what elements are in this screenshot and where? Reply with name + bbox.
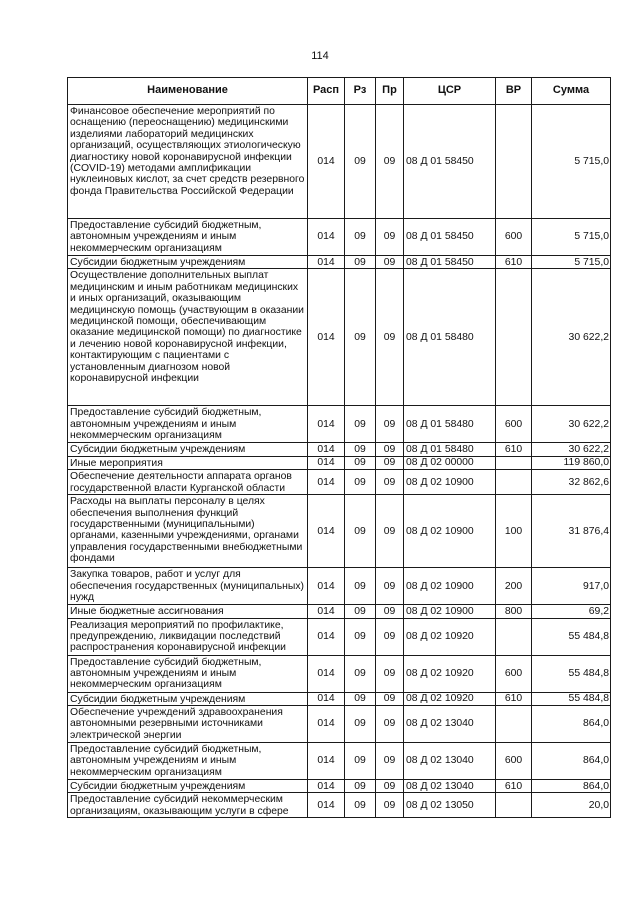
cell-vr xyxy=(496,793,532,818)
cell-csr: 08 Д 02 10900 xyxy=(404,568,496,605)
cell-pr: 09 xyxy=(376,743,404,780)
cell-sum: 30 622,2 xyxy=(532,443,611,456)
cell-pr: 09 xyxy=(376,219,404,256)
table-row xyxy=(68,793,611,818)
cell-rz: 09 xyxy=(345,743,376,780)
col-header-name: Наименование xyxy=(68,78,308,105)
cell-name: Закупка товаров, работ и услуг для обеспечения государственных (муниципальных) нужд xyxy=(68,568,308,605)
cell-rasp: 014 xyxy=(308,256,345,269)
cell-pr: 09 xyxy=(376,618,404,655)
cell-name: Обеспечение деятельности аппарата органов государственной власти Курганской области xyxy=(68,470,308,495)
cell-name: Обеспечение учреждений здравоохранения автономными резервными источниками электрической энергии xyxy=(68,706,308,743)
cell-rasp: 014 xyxy=(308,655,345,692)
cell-name: Предоставление субсидий некоммерческим организациям, оказывающим услуги в сфере xyxy=(68,793,308,818)
cell-vr: 610 xyxy=(496,780,532,793)
cell-sum: 5 715,0 xyxy=(532,219,611,256)
cell-name: Предоставление субсидий бюджетным, автономным учреждениям и иным некоммерческим организациям xyxy=(68,655,308,692)
col-header-csr: ЦСР xyxy=(404,78,496,105)
table-body xyxy=(68,105,611,818)
cell-rz: 09 xyxy=(345,780,376,793)
cell-pr: 09 xyxy=(376,655,404,692)
cell-vr xyxy=(496,618,532,655)
cell-sum: 864,0 xyxy=(532,780,611,793)
table-row xyxy=(68,618,611,655)
cell-pr: 09 xyxy=(376,406,404,443)
table-row xyxy=(68,706,611,743)
cell-vr: 600 xyxy=(496,743,532,780)
cell-csr: 08 Д 02 13040 xyxy=(404,780,496,793)
table-row xyxy=(68,443,611,456)
cell-rz: 09 xyxy=(345,618,376,655)
cell-csr: 08 Д 02 10900 xyxy=(404,605,496,618)
cell-sum: 5 715,0 xyxy=(532,105,611,219)
cell-csr: 08 Д 02 10920 xyxy=(404,692,496,705)
cell-rasp: 014 xyxy=(308,219,345,256)
cell-rasp: 014 xyxy=(308,568,345,605)
cell-vr xyxy=(496,269,532,406)
cell-csr: 08 Д 02 10900 xyxy=(404,495,496,568)
cell-csr: 08 Д 02 10900 xyxy=(404,470,496,495)
table-row xyxy=(68,692,611,705)
table-row xyxy=(68,105,611,219)
cell-name: Субсидии бюджетным учреждениям xyxy=(68,256,308,269)
cell-rz: 09 xyxy=(345,443,376,456)
table-row xyxy=(68,406,611,443)
cell-rz: 09 xyxy=(345,706,376,743)
cell-sum: 119 860,0 xyxy=(532,456,611,469)
table-row xyxy=(68,655,611,692)
col-header-rz: Рз xyxy=(345,78,376,105)
cell-vr: 100 xyxy=(496,495,532,568)
cell-vr: 610 xyxy=(496,692,532,705)
page-number: 114 xyxy=(311,50,329,62)
cell-vr: 800 xyxy=(496,605,532,618)
cell-pr: 09 xyxy=(376,470,404,495)
cell-name: Иные мероприятия xyxy=(68,456,308,469)
cell-rasp: 014 xyxy=(308,780,345,793)
cell-vr: 610 xyxy=(496,256,532,269)
cell-rasp: 014 xyxy=(308,743,345,780)
cell-pr: 09 xyxy=(376,706,404,743)
table-row xyxy=(68,470,611,495)
table-row xyxy=(68,256,611,269)
cell-rasp: 014 xyxy=(308,706,345,743)
cell-sum: 30 622,2 xyxy=(532,269,611,406)
cell-pr: 09 xyxy=(376,780,404,793)
cell-csr: 08 Д 01 58480 xyxy=(404,406,496,443)
cell-rz: 09 xyxy=(345,605,376,618)
cell-rasp: 014 xyxy=(308,105,345,219)
cell-name: Реализация мероприятий по профилактике, предупреждению, ликвидации последствий распространения коронавирусной инфекции xyxy=(68,618,308,655)
cell-csr: 08 Д 02 13040 xyxy=(404,743,496,780)
cell-name: Предоставление субсидий бюджетным, автономным учреждениям и иным некоммерческим организациям xyxy=(68,743,308,780)
cell-sum: 32 862,6 xyxy=(532,470,611,495)
cell-rz: 09 xyxy=(345,406,376,443)
cell-rz: 09 xyxy=(345,219,376,256)
cell-rasp: 014 xyxy=(308,269,345,406)
cell-name: Субсидии бюджетным учреждениям xyxy=(68,692,308,705)
cell-name: Осуществление дополнительных выплат медицинским и иным работникам медицинских и иных организаций, оказывающим медицинскую помощь (участвующим в оказании медицинской помощи, обеспечивающим оказание медицинской помощи) по диагностике и лечению новой коронавирусной инфекции, контактирующим с пациентами с установленным диагнозом новой коронавирусной инфекции xyxy=(68,269,308,406)
table-row xyxy=(68,269,611,406)
table-row xyxy=(68,605,611,618)
cell-csr: 08 Д 01 58480 xyxy=(404,443,496,456)
cell-name: Субсидии бюджетным учреждениям xyxy=(68,443,308,456)
cell-sum: 69,2 xyxy=(532,605,611,618)
cell-pr: 09 xyxy=(376,495,404,568)
cell-vr xyxy=(496,105,532,219)
cell-vr: 610 xyxy=(496,443,532,456)
cell-rz: 09 xyxy=(345,269,376,406)
cell-rasp: 014 xyxy=(308,495,345,568)
cell-csr: 08 Д 01 58450 xyxy=(404,219,496,256)
cell-vr: 200 xyxy=(496,568,532,605)
table-row xyxy=(68,743,611,780)
cell-sum: 864,0 xyxy=(532,706,611,743)
table-row xyxy=(68,495,611,568)
cell-pr: 09 xyxy=(376,269,404,406)
cell-name: Финансовое обеспечение мероприятий по оснащению (переоснащению) медицинскими изделиями лабораторий медицинских организаций, осуществляющих этиологическую диагностику новой коронавирусной инфекции (COVID-19) методами амплификации нуклеиновых кислот, за счет средств резервного фонда Правительства Российской Федерации xyxy=(68,105,308,219)
budget-table xyxy=(67,77,611,818)
cell-sum: 31 876,4 xyxy=(532,495,611,568)
cell-csr: 08 Д 02 10920 xyxy=(404,655,496,692)
cell-pr: 09 xyxy=(376,568,404,605)
table-row xyxy=(68,780,611,793)
cell-sum: 917,0 xyxy=(532,568,611,605)
cell-name: Субсидии бюджетным учреждениям xyxy=(68,780,308,793)
cell-vr: 600 xyxy=(496,219,532,256)
cell-rasp: 014 xyxy=(308,618,345,655)
col-header-vr: ВР xyxy=(496,78,532,105)
cell-rasp: 014 xyxy=(308,443,345,456)
cell-rasp: 014 xyxy=(308,456,345,469)
cell-rz: 09 xyxy=(345,568,376,605)
col-header-pr: Пр xyxy=(376,78,404,105)
cell-csr: 08 Д 02 00000 xyxy=(404,456,496,469)
cell-csr: 08 Д 02 13050 xyxy=(404,793,496,818)
cell-vr: 600 xyxy=(496,655,532,692)
col-header-sum: Сумма xyxy=(532,78,611,105)
cell-vr xyxy=(496,706,532,743)
cell-rz: 09 xyxy=(345,456,376,469)
cell-sum: 55 484,8 xyxy=(532,692,611,705)
cell-rz: 09 xyxy=(345,692,376,705)
cell-rz: 09 xyxy=(345,470,376,495)
col-header-rasp: Расп xyxy=(308,78,345,105)
cell-rasp: 014 xyxy=(308,692,345,705)
cell-pr: 09 xyxy=(376,443,404,456)
cell-name: Расходы на выплаты персоналу в целях обеспечения выполнения функций государственными (муниципальными) органами, казенными учреждениями, органами управления государственными внебюджетными фондами xyxy=(68,495,308,568)
cell-csr: 08 Д 01 58450 xyxy=(404,256,496,269)
cell-rasp: 014 xyxy=(308,470,345,495)
cell-rz: 09 xyxy=(345,495,376,568)
cell-pr: 09 xyxy=(376,793,404,818)
cell-sum: 864,0 xyxy=(532,743,611,780)
cell-csr: 08 Д 01 58480 xyxy=(404,269,496,406)
cell-vr: 600 xyxy=(496,406,532,443)
cell-rasp: 014 xyxy=(308,793,345,818)
table-row xyxy=(68,219,611,256)
cell-pr: 09 xyxy=(376,456,404,469)
cell-name: Предоставление субсидий бюджетным, автономным учреждениям и иным некоммерческим организациям xyxy=(68,406,308,443)
cell-sum: 55 484,8 xyxy=(532,655,611,692)
cell-pr: 09 xyxy=(376,692,404,705)
cell-sum: 5 715,0 xyxy=(532,256,611,269)
cell-pr: 09 xyxy=(376,605,404,618)
cell-rz: 09 xyxy=(345,793,376,818)
cell-rz: 09 xyxy=(345,105,376,219)
table-header-row xyxy=(68,78,611,105)
cell-sum: 55 484,8 xyxy=(532,618,611,655)
cell-name: Иные бюджетные ассигнования xyxy=(68,605,308,618)
cell-rasp: 014 xyxy=(308,605,345,618)
table-row xyxy=(68,568,611,605)
cell-pr: 09 xyxy=(376,256,404,269)
cell-vr xyxy=(496,456,532,469)
cell-csr: 08 Д 02 13040 xyxy=(404,706,496,743)
cell-sum: 30 622,2 xyxy=(532,406,611,443)
table-row xyxy=(68,456,611,469)
cell-csr: 08 Д 01 58450 xyxy=(404,105,496,219)
cell-rasp: 014 xyxy=(308,406,345,443)
cell-sum: 20,0 xyxy=(532,793,611,818)
cell-rz: 09 xyxy=(345,256,376,269)
cell-vr xyxy=(496,470,532,495)
cell-csr: 08 Д 02 10920 xyxy=(404,618,496,655)
cell-pr: 09 xyxy=(376,105,404,219)
cell-rz: 09 xyxy=(345,655,376,692)
cell-name: Предоставление субсидий бюджетным, автономным учреждениям и иным некоммерческим организациям xyxy=(68,219,308,256)
